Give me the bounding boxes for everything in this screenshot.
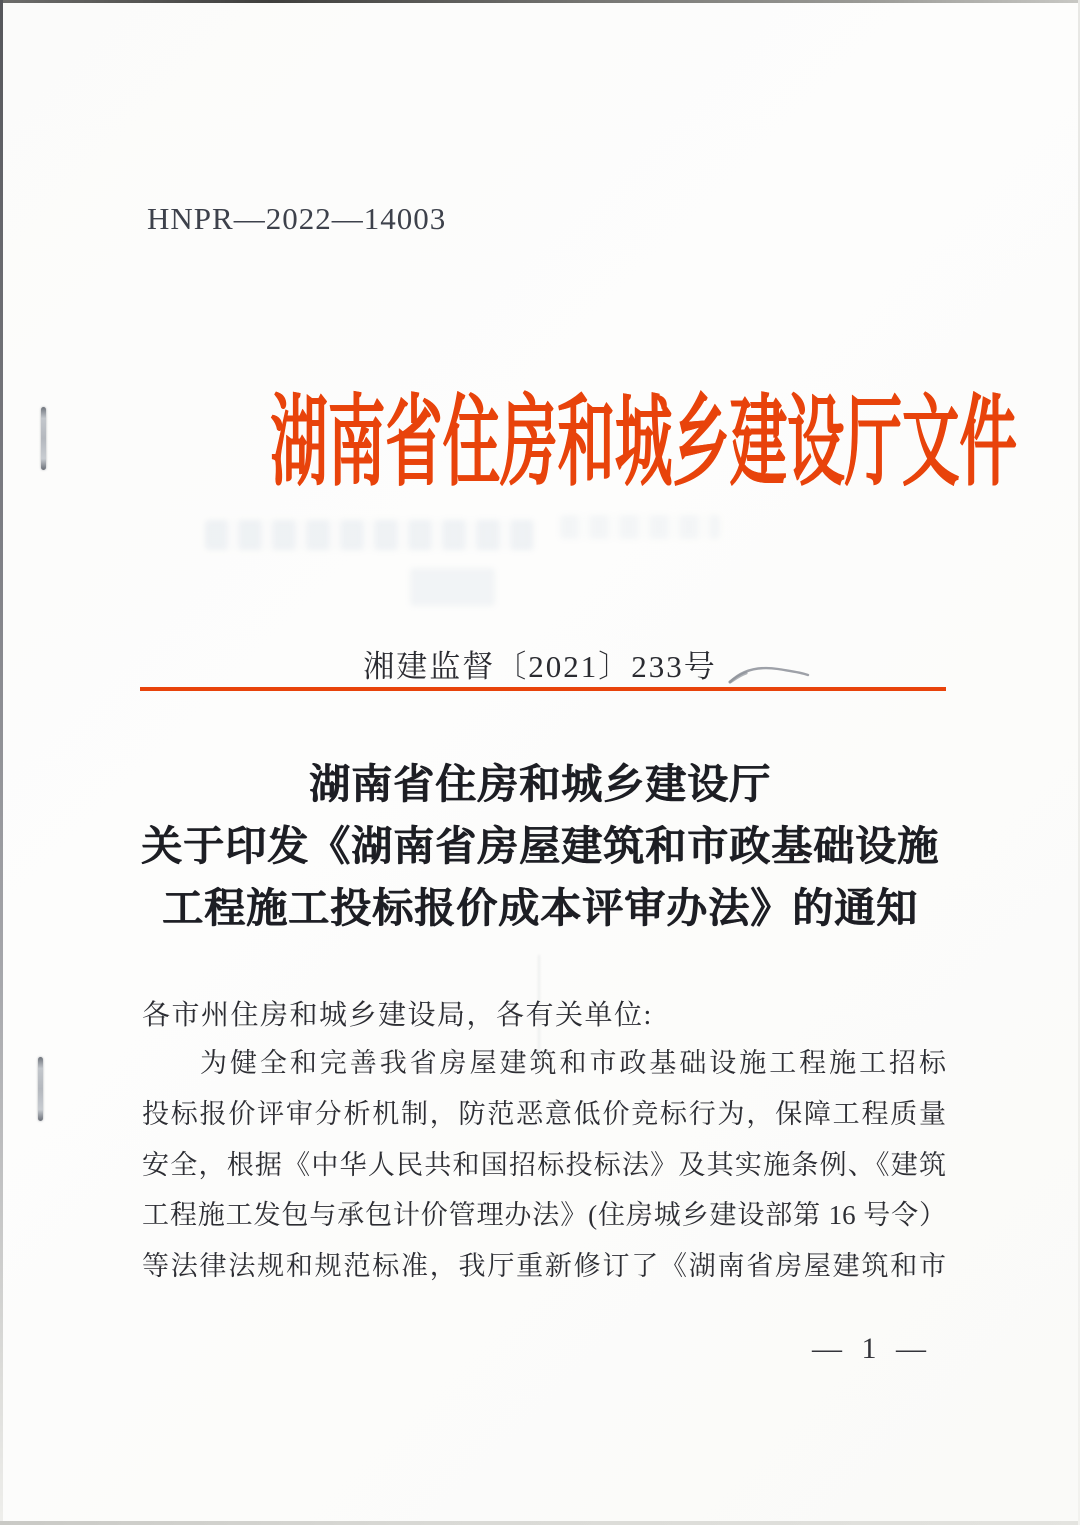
body-paragraph-line: 投标报价评审分析机制，防范恶意低价竞标行为，保障工程质量 xyxy=(142,1099,946,1129)
notice-title-line-1: 湖南省住房和城乡建设厅 xyxy=(309,761,771,807)
pen-stroke-mark xyxy=(728,662,810,688)
bleed-through-smudge xyxy=(410,568,495,606)
scan-top-edge xyxy=(0,0,1080,3)
staple-mark-bottom xyxy=(38,1057,43,1121)
scan-bottom-edge xyxy=(0,1521,1080,1525)
notice-title-line-3: 工程施工投标报价成本评审办法》的通知 xyxy=(162,885,918,931)
body-paragraph-line: 工程施工发包与承包计价管理办法》(住房城乡建设部第 16 号令） xyxy=(142,1200,946,1230)
body-paragraph-line: 等法律法规和规范标准，我厅重新修订了《湖南省房屋建筑和市 xyxy=(142,1251,946,1281)
doc-issue-number: 湘建监督〔2021〕233号 xyxy=(363,649,717,684)
red-separator-rule xyxy=(140,687,946,691)
doc-reference-code: HNPR—2022—14003 xyxy=(147,201,447,236)
body-paragraph-line: 为健全和完善我省房屋建筑和市政基础设施工程施工招标 xyxy=(200,1048,946,1078)
letterhead-title: 湖南省住房和城乡建设厅文件 xyxy=(270,389,1017,498)
body-paragraph-line: 安全，根据《中华人民共和国招标投标法》及其实施条例、《建筑 xyxy=(142,1150,946,1180)
bleed-through-smudge xyxy=(560,515,720,539)
notice-title-line-2: 关于印发《湖南省房屋建筑和市政基础设施 xyxy=(141,823,939,869)
salutation-line: 各市州住房和城乡建设局，各有关单位: xyxy=(142,1000,653,1031)
page-number: — 1 — xyxy=(812,1332,932,1365)
bleed-through-smudge xyxy=(205,520,535,550)
letterhead-banner xyxy=(0,390,1080,499)
